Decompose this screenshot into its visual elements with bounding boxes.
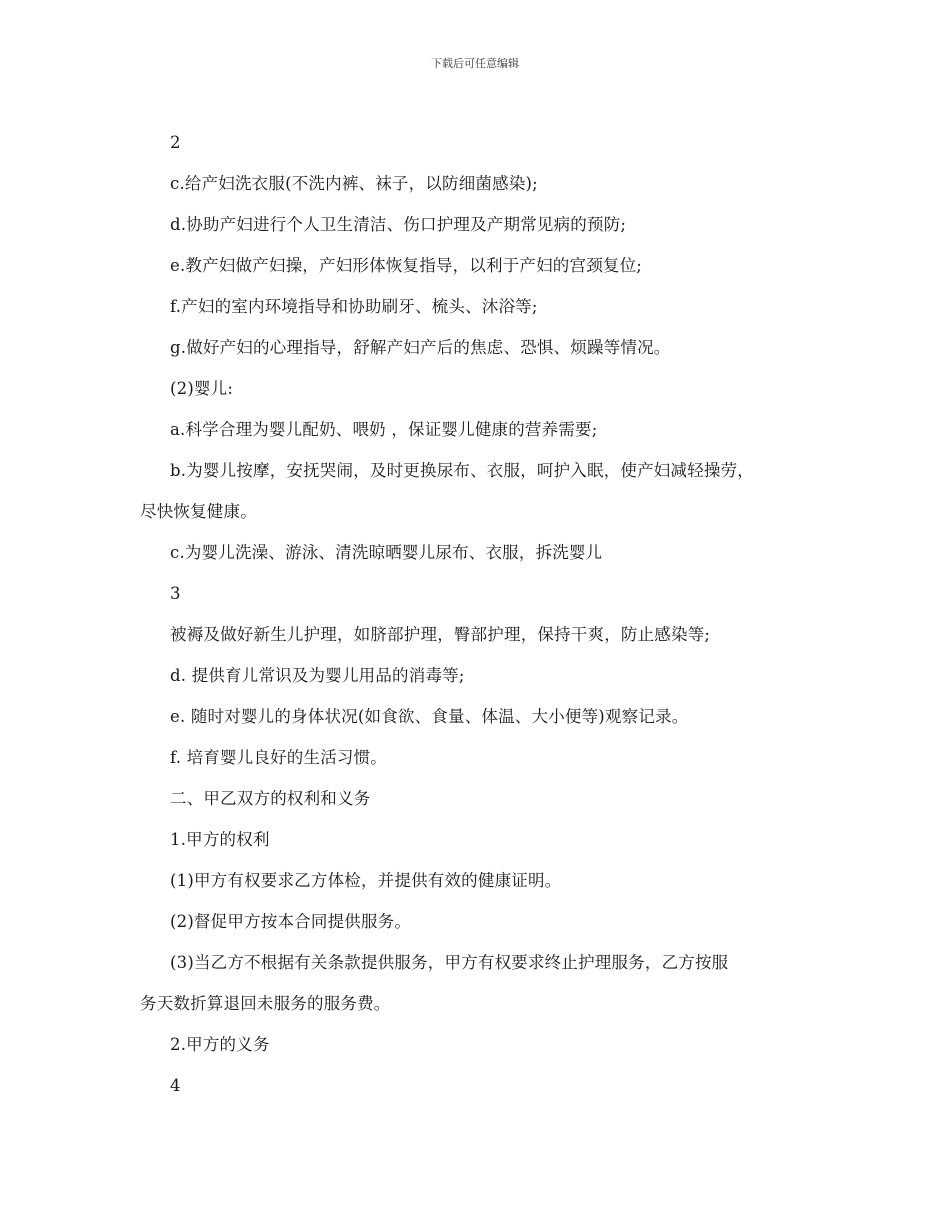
paragraph-continuation: 尽快恢复健康。 <box>140 502 257 521</box>
paragraph-line: (2)督促甲方按本合同提供服务。 <box>170 912 412 931</box>
page-number: 2 <box>170 133 181 152</box>
section-heading: 二、甲乙双方的权利和义务 <box>170 789 371 808</box>
document-body <box>140 128 820 1112</box>
paragraph-line: (3)当乙方不根据有关条款提供服务，甲方有权要求终止护理服务，乙方按服 <box>170 953 729 972</box>
paragraph-line: b.为婴儿按摩，安抚哭闹，及时更换尿布、衣服，呵护入眠，使产妇减轻操劳， <box>170 461 755 480</box>
paragraph-line: d.协助产妇进行个人卫生清洁、伤口护理及产期常见病的预防; <box>170 215 627 234</box>
section-subheading: (2)婴儿: <box>170 379 234 398</box>
paragraph-line: (1)甲方有权要求乙方体检，并提供有效的健康证明。 <box>170 871 562 890</box>
page-header-note: 下载后可任意编辑 <box>431 57 519 70</box>
page-number: 3 <box>170 584 181 603</box>
paragraph-line: g.做好产妇的心理指导，舒解产妇产后的焦虑、恐惧、烦躁等情况。 <box>170 338 671 357</box>
section-subheading: 2.甲方的义务 <box>170 1035 270 1054</box>
paragraph-line: f. 培育婴儿良好的生活习惯。 <box>170 748 388 767</box>
paragraph-line: c.为婴儿洗澡、游泳、清洗晾晒婴儿尿布、衣服，拆洗婴儿 <box>170 543 603 562</box>
paragraph-line: c.给产妇洗衣服(不洗内裤、袜子，以防细菌感染); <box>170 174 538 193</box>
paragraph-line: e.教产妇做产妇操，产妇形体恢复指导，以利于产妇的宫颈复位; <box>170 256 643 275</box>
paragraph-line: d. 提供育儿常识及为婴儿用品的消毒等; <box>170 666 465 685</box>
page-number: 4 <box>170 1076 181 1095</box>
paragraph-line: f.产妇的室内环境指导和协助刷牙、梳头、沐浴等; <box>170 297 538 316</box>
paragraph-line: a.科学合理为婴儿配奶、喂奶 ，保证婴儿健康的营养需要; <box>170 420 598 439</box>
section-subheading: 1.甲方的权利 <box>170 830 270 849</box>
paragraph-line: e. 随时对婴儿的身体状况(如食欲、食量、体温、大小便等)观察记录。 <box>170 707 689 726</box>
paragraph-line: 被褥及做好新生儿护理，如脐部护理，臀部护理，保持干爽，防止感染等; <box>170 625 711 644</box>
paragraph-continuation: 务天数折算退回未服务的服务费。 <box>140 994 391 1013</box>
